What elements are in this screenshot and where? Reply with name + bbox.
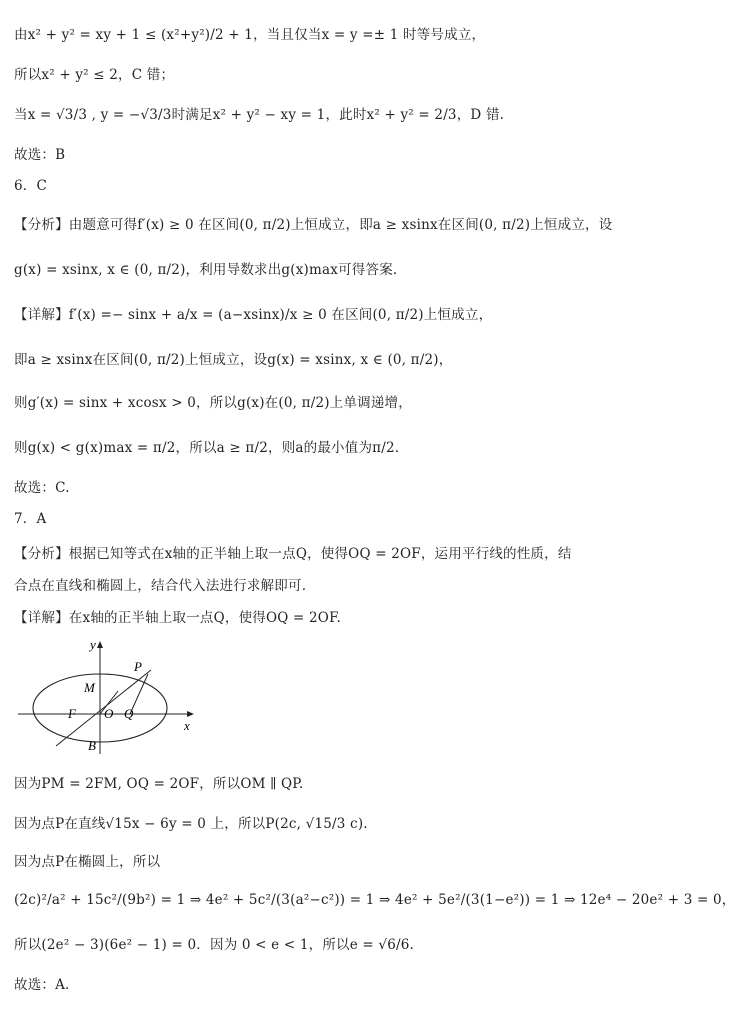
y-axis-arrow	[97, 641, 103, 648]
text-line: 则g(x) < g(x)max = π/2，所以a ≥ π/2，则a的最小值为π/2.	[14, 440, 400, 456]
label-o: O	[104, 706, 114, 721]
text-line: 故选：B	[14, 147, 66, 163]
x-axis-arrow	[187, 711, 194, 717]
question-number: 7．A	[14, 511, 47, 527]
text-line: g(x) = xsinx, x ∈ (0, π/2)，利用导数求出g(x)max可得答案.	[14, 262, 398, 278]
text-line: 【分析】由题意可得f′(x) ≥ 0 在区间(0, π/2)上恒成立，即a ≥ xsinx在区间(0, π/2)上恒成立，设	[14, 217, 613, 233]
label-x: x	[184, 718, 190, 733]
label-m: M	[84, 680, 95, 695]
text-line: 所以x² + y² ≤ 2，C 错；	[14, 67, 175, 83]
text-line: 所以(2e² − 3)(6e² − 1) = 0．因为 0 < e < 1，所以e = √6/6.	[14, 937, 415, 953]
text-line: 故选：C.	[14, 480, 70, 496]
text-line: 因为点P在椭圆上，所以	[14, 854, 161, 870]
label-b: B	[88, 738, 96, 753]
text-line: 故选：A.	[14, 977, 70, 993]
text-line: 当x = √3/3 , y = −√3/3时满足x² + y² − xy = 1，此时x² + y² = 2/3，D 错.	[14, 107, 505, 123]
text-line: 由x² + y² = xy + 1 ≤ (x²+y²)/2 + 1，当且仅当x = y =± 1 时等号成立，	[14, 27, 486, 43]
text-line: 【详解】在x轴的正半轴上取一点Q，使得OQ = 2OF.	[14, 610, 342, 626]
ellipse-figure	[14, 636, 204, 758]
question-number: 6．C	[14, 178, 48, 194]
label-q: Q	[124, 706, 134, 721]
text-line: 【详解】f′(x) =− sinx + a/x = (a−xsinx)/x ≥ 0 在区间(0, π/2)上恒成立，	[14, 307, 493, 323]
equation-line: (2c)²/a² + 15c²/(9b²) = 1 ⇒ 4e² + 5c²/(3(a²−c²)) = 1 ⇒ 4e² + 5e²/(3(1−e²)) = 1 ⇒ 12e⁴ − 20e² + 3 = 0，	[14, 892, 736, 908]
text-line: 因为PM = 2FM, OQ = 2OF，所以OM ∥ QP.	[14, 776, 304, 792]
text-line: 即a ≥ xsinx在区间(0, π/2)上恒成立，设g(x) = xsinx, x ∈ (0, π/2)，	[14, 352, 453, 368]
text-line: 【分析】根据已知等式在x轴的正半轴上取一点Q，使得OQ = 2OF，运用平行线的性质，结	[14, 546, 572, 562]
label-f: F	[68, 706, 76, 721]
label-p: P	[134, 659, 142, 674]
text-line: 合点在直线和椭圆上，结合代入法进行求解即可.	[14, 578, 307, 594]
text-line: 因为点P在直线√15x − 6y = 0 上，所以P(2c, √15/3 c).	[14, 816, 368, 832]
label-y: y	[90, 637, 96, 652]
text-line: 则g′(x) = sinx + xcosx > 0，所以g(x)在(0, π/2)上单调递增，	[14, 395, 412, 411]
